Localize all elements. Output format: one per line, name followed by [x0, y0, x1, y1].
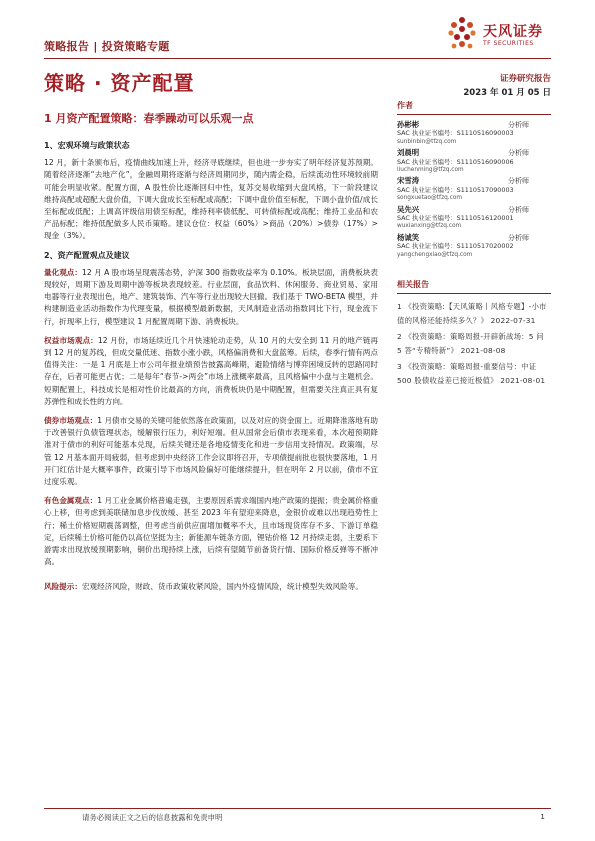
label-metals: 有色金属观点： [44, 496, 98, 506]
analyst-card [397, 206, 551, 231]
report-category: 策略报告 | 投资策略专题 [44, 40, 170, 53]
sidebar [397, 100, 551, 390]
footer-disclaimer: 请务必阅读正文之后的信息披露和免责申明 [82, 813, 223, 822]
analyst-card [397, 149, 551, 174]
analyst-name: 刘晨明 [397, 148, 420, 158]
body-quant: 12 月 A 股市场呈现震荡态势，沪深 300 指数收益率为 0.10%。板块层面，消费板块表现较好，周期下游及周期中游等板块表现较差。行业层面，食品饮料、休闲服务、商业贸易、家用电器等行业表现出色，地产、建筑装饰、汽车等行业出现较大回撤。我们基于 TWO-BETA 模型，并构建制造业活动指数作为代理变量，根据模型最新数据，天风制造业活动指数同比下行，现金流下行，折现率上行，模型建议 1 月配置周期下游、消费板块。 [44, 267, 378, 326]
report-date: 2023 年 01 月 05 日 [463, 88, 551, 98]
report-subtitle: 1 月资产配置策略：春季躁动可以乐观一点 [44, 112, 254, 125]
analyst-name: 孙彬彬 [397, 120, 420, 129]
related-report-link[interactable]: 3 《投资策略：策略周报-重要信号：中证 500 股债收益差已接近极值》 2021-08-01 [397, 362, 546, 386]
analyst-card [397, 234, 551, 259]
paragraph-equity [44, 335, 378, 408]
section-heading-allocation: 2、资产配置观点及建议 [44, 250, 130, 260]
analyst-role: 分析师 [508, 121, 529, 129]
related-reports [397, 279, 551, 388]
label-quant: 量化观点： [44, 267, 82, 277]
paragraph-macro: 12 月，新十条颁布后，疫情曲线加速上升，经济寻底继续，但也进一步夯实了明年经济复苏预期。随着经济逐渐“去地产化”，金融周期将逐渐与经济周期同步，随内需企稳，后续流动性环境较前期可能会明显收紧。配置方面，A 股性价比逐渐回归中性，复苏交易收缩到大盘风格，下一阶段建议维持高配或超配大盘价值，下调大盘成长至标配或高配；下调中盘价值至标配，下调小盘价值/成长至标配或低配；上调高评级信用债至标配，维持利率债低配、可转债标配或高配；维持工业品和农产品标配；维持低配做多人民币策略。建议仓位：权益（60%）>商品（20%）>债券（17%）>现金（3%）。 [44, 158, 378, 241]
analyst-cert: SAC 执业证书编号：S1110517090003 [397, 185, 514, 194]
header-divider [44, 58, 551, 59]
paragraph-metals [44, 495, 378, 568]
footer-divider [44, 808, 551, 809]
related-heading: 相关报告 [397, 279, 551, 294]
analyst-role: 分析师 [508, 149, 529, 158]
main-content [44, 140, 378, 600]
analyst-role: 分析师 [508, 233, 529, 242]
analyst-email[interactable]: sunbinbin@tfzq.com [397, 138, 457, 145]
label-risk: 风险提示： [44, 581, 82, 591]
analyst-card [397, 121, 551, 146]
company-logo [445, 16, 555, 56]
analyst-email[interactable]: liuchenming@tfzq.com [397, 167, 464, 174]
body-risk: 宏观经济风险，财政、货币政策收紧风险，国内外疫情风险，统计模型失效风险等。 [81, 581, 363, 591]
analyst-email[interactable]: songxuetao@tfzq.com [397, 195, 463, 202]
authors-heading: 作者 [397, 100, 551, 115]
analyst-cert: SAC 执业证书编号：S1110516090006 [397, 157, 514, 166]
analyst-role: 分析师 [508, 177, 529, 186]
analyst-cert: SAC 执业证书编号：S1110517020002 [397, 242, 514, 251]
analyst-cert: SAC 执业证书编号：S1110516120001 [397, 214, 514, 223]
analyst-name: 杨诚笑 [397, 232, 420, 242]
analyst-email[interactable]: yangchengxiao@tfzq.com [397, 251, 473, 258]
page-title: 策略 · 资产配置 [44, 71, 195, 95]
analyst-cert: SAC 执业证书编号：S1110516090003 [397, 129, 514, 138]
label-equity: 权益市场观点： [44, 335, 98, 345]
body-bond: 1 月债市交易的关键可能依然落在政策面，以及对应的资金面上。近期降准落地有助于改善银行负债管理状态，缓解银行压力，利好短端。但从国常会后债市表现来看，本次超预期降准对于债市的利好可能基本兑现，后续关键还是各地疫情变化和进一步信用支持情况。政策端，尽管 12 月基本面开局疲弱，但考虑到中央经济工作会议即将召开，专项债提前批也很快要落地，1 月开门红估计是大概率事件，政策引导下市场风险偏好可能继续提升，但在明年 2 月以前，债市不宜过度乐观。 [44, 416, 379, 487]
logo-text-cn: 天风证券 [483, 24, 543, 40]
body-equity: 12 月份，市场延续近几个月快速轮动走势，从 10 月的大安全到 11 月的地产链再到 12 月的复苏线，但成交量低迷、指数小涨小跌，风格偏消费和大盘蓝筹。后续，春季行情有两点值得关注：一是 1 月底是上市公司年报业绩预告披露高峰期，避险情绪与博弈困境反转的思路同时存在，后者可能更占优；二是每年“春节->两会”市场上涨概率最高，且风格偏中小盘与主题机会。短期配置上，科技成长是相对性价比最高的方向，消费板块仍是中期配置，但需要关注真正具有复苏弹性和成长性的方向。 [44, 335, 378, 406]
analyst-role: 分析师 [508, 205, 529, 214]
related-report-link[interactable]: 2 《投资策略：策略周报-开辟新战场：5 问 5 答“专精特新”》 2021-08-08 [397, 332, 544, 356]
paragraph-bond [44, 415, 378, 488]
related-report-link[interactable]: 1 《投资策略:【天风策略丨风格专题】-小市值的风格还能持续多久？》 2022-07-31 [397, 302, 547, 326]
logo-text-en: TF SECURITIES [483, 40, 534, 47]
logo-mark-icon [445, 16, 479, 54]
report-type: 证券研究报告 [499, 74, 551, 84]
paragraph-risk [44, 581, 378, 593]
analyst-card [397, 177, 551, 202]
analyst-email[interactable]: wuxianxing@tfzq.com [397, 223, 462, 230]
analyst-name: 宋雪涛 [397, 176, 420, 186]
analyst-name: 吴先兴 [397, 204, 420, 214]
paragraph-quant [44, 267, 378, 328]
page-number: 1 [540, 812, 545, 821]
section-heading-macro: 1、宏观环境与政策状态 [44, 141, 130, 150]
label-bond: 债券市场观点： [44, 416, 98, 426]
body-metals: 1 月工业金属价格普遍走强，主要原因系需求端国内地产政策的提振；贵金属价格重心上移，但考虑到美联储加息步伐放缓、甚至 2023 年有望迎来降息，金银价或难以出现趋势性上行；稀土价格短期震荡调整，但考虑当前供应面增加概率不大，且市场现货库存不多、下游订单稳定，后续稀土价格可能仍以高位坚挺为主；新能源车链条方面，锂钴价格 12 月持续走弱，主要系下游需求出现放缓预期影响，铜价出现持续上涨，后续有望随节前备货行情、国际价格反弹等不断冲高。 [44, 496, 379, 567]
